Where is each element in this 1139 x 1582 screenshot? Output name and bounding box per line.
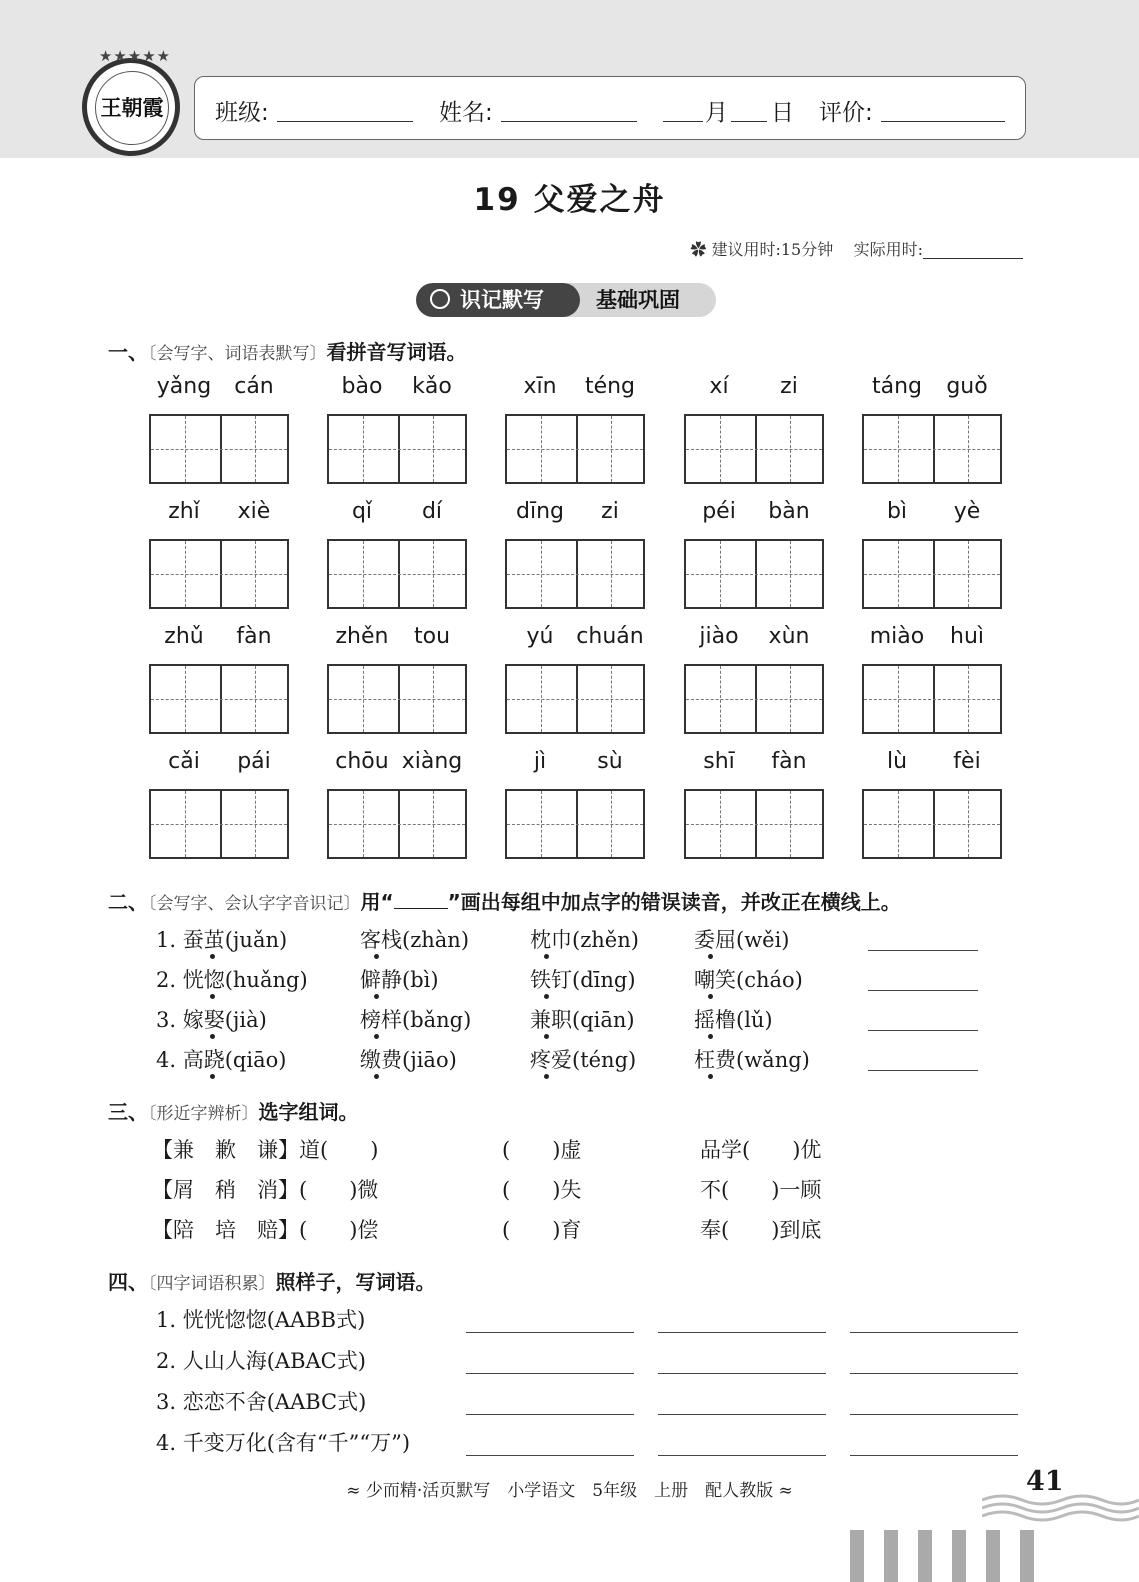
writing-grid[interactable] (862, 539, 1002, 609)
medal-icon (430, 289, 450, 309)
answer-line[interactable] (658, 1455, 826, 1456)
emphasis-dot (210, 994, 215, 999)
emphasis-dot (210, 1034, 215, 1039)
pronunciation-item: 2. 恍惚(huǎng) (156, 968, 308, 992)
month-field[interactable] (663, 121, 703, 122)
idiom-example: 4. 千变万化(含有“千”“万”) (156, 1431, 411, 1455)
pinyin-label: téng (584, 374, 636, 399)
suggested-time: 建议用时:15分钟 (711, 240, 834, 259)
pinyin-label: zi (601, 499, 619, 524)
writing-grid[interactable] (505, 664, 645, 734)
emphasis-dot (544, 994, 549, 999)
edge-bar (986, 1530, 1000, 1582)
emphasis-dot (210, 1074, 215, 1079)
pronunciation-item: 枕巾(zhěn) (530, 928, 639, 952)
emphasis-dot (708, 1074, 713, 1079)
pronunciation-item: 委屈(wěi) (694, 928, 790, 952)
pinyin-label: jì (533, 749, 547, 774)
idiom-example: 1. 恍恍惚惚(AABB式) (156, 1308, 366, 1332)
edge-bar (884, 1530, 898, 1582)
brand-logo (82, 47, 180, 156)
eval-field[interactable] (881, 121, 1005, 122)
page-number: 41 (1026, 1466, 1064, 1497)
section4-instruction: 照样子，写词语。 (275, 1270, 436, 1294)
pronunciation-item: 1. 蚕茧(juǎn) (156, 928, 288, 952)
edge-bar (918, 1530, 932, 1582)
pinyin-label: zhǔ (164, 624, 204, 649)
pinyin-label: péi (702, 499, 736, 524)
pinyin-label: yǎng (156, 374, 212, 399)
writing-grid[interactable] (327, 789, 467, 859)
pinyin-label: lù (886, 749, 908, 774)
pinyin-label: shī (703, 749, 735, 774)
section2-num: 二、 (108, 890, 148, 914)
answer-line[interactable] (850, 1373, 1018, 1374)
word-choice-item[interactable]: 【屑 稍 消】( )微 (152, 1178, 379, 1202)
emphasis-dot (210, 954, 215, 959)
pinyin-label: jiào (699, 624, 739, 649)
pinyin-label: tou (413, 624, 451, 649)
emphasis-dot (708, 1034, 713, 1039)
section1-heading (108, 336, 467, 365)
section2-tag: 〔会写字、会认字字音识记〕 (148, 894, 361, 914)
pronunciation-item: 枉费(wǎng) (694, 1048, 810, 1072)
section2-instruction-b: ”画出每组中加点字的错误读音，并改正在横线上。 (447, 890, 901, 914)
answer-line[interactable] (658, 1414, 826, 1415)
pronunciation-item: 僻静(bì) (360, 968, 439, 992)
lesson-title: 19 父爱之舟 (473, 182, 666, 218)
pronunciation-item: 嘲笑(cháo) (694, 968, 803, 992)
pinyin-label: xí (709, 374, 729, 399)
section3-heading (108, 1096, 359, 1125)
answer-line[interactable] (466, 1332, 634, 1333)
writing-grid[interactable] (684, 539, 824, 609)
answer-line[interactable] (850, 1455, 1018, 1456)
emphasis-dot (708, 954, 713, 959)
pronunciation-item: 缴费(jiāo) (360, 1048, 457, 1072)
class-label: 班级: (215, 100, 269, 126)
month-label: 月 (705, 100, 728, 126)
banner-right: 基础巩固 (566, 283, 716, 317)
actual-time-label: 实际用时: (853, 240, 923, 259)
pinyin-label: xiè (237, 499, 271, 524)
section3-num: 三、 (108, 1100, 148, 1124)
writing-grid[interactable] (505, 789, 645, 859)
word-choice-item[interactable]: ( )育 (502, 1218, 582, 1242)
pinyin-label: zhěn (335, 624, 389, 649)
pinyin-label: bàn (768, 499, 810, 524)
answer-line[interactable] (466, 1414, 634, 1415)
word-choice-item[interactable]: ( )虚 (502, 1138, 582, 1162)
banner-left: 识记默写 (416, 283, 580, 317)
pinyin-label: táng (871, 374, 922, 399)
class-field[interactable] (277, 121, 413, 122)
writing-grid[interactable] (149, 789, 289, 859)
answer-line[interactable] (850, 1332, 1018, 1333)
name-field[interactable] (501, 121, 637, 122)
pinyin-label: fàn (236, 624, 272, 649)
section3-instruction: 选字组词。 (258, 1100, 359, 1124)
pronunciation-item: 疼爱(téng) (530, 1048, 637, 1072)
pinyin-label: xiàng (401, 749, 463, 774)
writing-grid[interactable] (149, 664, 289, 734)
answer-line[interactable] (868, 950, 978, 951)
pronunciation-item: 榜样(bǎng) (360, 1008, 472, 1032)
answer-line[interactable] (868, 990, 978, 991)
pinyin-label: zhǐ (168, 499, 200, 524)
writing-grid[interactable] (505, 414, 645, 484)
answer-line[interactable] (850, 1414, 1018, 1415)
time-info (690, 237, 1023, 260)
writing-grid[interactable] (149, 539, 289, 609)
pinyin-label: bào (341, 374, 383, 399)
answer-line[interactable] (658, 1373, 826, 1374)
pinyin-label: xùn (768, 624, 810, 649)
pinyin-label: sù (597, 749, 623, 774)
section4-heading (108, 1266, 436, 1295)
idiom-example: 3. 恋恋不舍(AABC式) (156, 1390, 367, 1414)
pinyin-label: yè (953, 499, 981, 524)
pinyin-label: chōu (335, 749, 389, 774)
pronunciation-item: 兼职(qiān) (530, 1008, 635, 1032)
footer-text: ≈ 少而精·活页默写 小学语文 5年级 上册 配人教版 ≈ (346, 1481, 793, 1501)
day-field[interactable] (731, 121, 767, 122)
pinyin-label: chuán (576, 624, 644, 649)
wave-decoration (982, 1488, 1139, 1522)
answer-line[interactable] (868, 1070, 978, 1071)
section2-instruction-a: 用“ (360, 890, 394, 914)
pinyin-label: guǒ (946, 374, 988, 399)
star-icon: ★★★★★ (98, 47, 172, 65)
word-choice-item[interactable]: 奉( )到底 (700, 1218, 822, 1242)
emphasis-dot (374, 994, 379, 999)
pinyin-label: xīn (523, 374, 557, 399)
pinyin-label: bì (886, 499, 908, 524)
answer-line[interactable] (658, 1332, 826, 1333)
student-info-box (194, 76, 1026, 140)
edge-bar (1020, 1530, 1034, 1582)
eval-label: 评价: (819, 100, 873, 126)
section3-tag: 〔形近字辨析〕 (148, 1104, 259, 1124)
pinyin-label: cán (234, 374, 274, 399)
pinyin-label: miào (869, 624, 925, 649)
word-choice-item[interactable]: 【兼 歉 谦】道( ) (152, 1138, 379, 1162)
section4-num: 四、 (108, 1270, 148, 1294)
writing-grid[interactable] (862, 664, 1002, 734)
writing-grid[interactable] (684, 414, 824, 484)
name-label: 姓名: (439, 100, 493, 126)
answer-line[interactable] (466, 1373, 634, 1374)
section1-instruction: 看拼音写词语。 (326, 340, 467, 364)
pinyin-label: yú (526, 624, 554, 649)
actual-time-field[interactable] (923, 258, 1023, 259)
pinyin-label: qǐ (351, 499, 373, 524)
gear-icon: ✿ (690, 240, 707, 259)
section2-heading (108, 886, 901, 915)
idiom-example: 2. 人山人海(ABAC式) (156, 1349, 366, 1373)
pronunciation-item: 4. 高跷(qiāo) (156, 1048, 287, 1072)
pinyin-label: zi (780, 374, 798, 399)
answer-line[interactable] (466, 1455, 634, 1456)
emphasis-dot (374, 1074, 379, 1079)
pronunciation-item: 铁钉(dīng) (530, 968, 636, 992)
emphasis-dot (544, 1074, 549, 1079)
emphasis-dot (708, 994, 713, 999)
pinyin-label: kǎo (412, 374, 452, 399)
pinyin-label: fèi (953, 749, 981, 774)
pinyin-label: dīng (516, 499, 564, 524)
emphasis-dot (374, 1034, 379, 1039)
word-choice-item[interactable]: 品学( )优 (700, 1138, 822, 1162)
pinyin-label: huì (950, 624, 984, 649)
writing-grid[interactable] (327, 539, 467, 609)
section4-tag: 〔四字词语积累〕 (148, 1274, 276, 1294)
writing-grid[interactable] (684, 789, 824, 859)
word-choice-item[interactable]: 【陪 培 赔】( )偿 (152, 1218, 379, 1242)
underline-sample (394, 890, 448, 909)
writing-grid[interactable] (327, 414, 467, 484)
edge-bar (952, 1530, 966, 1582)
pronunciation-item: 客栈(zhàn) (360, 928, 470, 952)
answer-line[interactable] (868, 1030, 978, 1031)
logo-text: 王朝霞 (95, 71, 169, 145)
writing-grid[interactable] (862, 414, 1002, 484)
section1-tag: 〔会写字、词语表默写〕 (148, 344, 327, 364)
pinyin-label: dí (421, 499, 443, 524)
writing-grid[interactable] (684, 664, 824, 734)
pinyin-label: pái (237, 749, 271, 774)
emphasis-dot (544, 1034, 549, 1039)
writing-grid[interactable] (149, 414, 289, 484)
pinyin-label: cǎi (168, 749, 200, 774)
section1-num: 一、 (108, 340, 148, 364)
word-choice-item[interactable]: ( )失 (502, 1178, 582, 1202)
pronunciation-item: 3. 嫁娶(jià) (156, 1008, 267, 1032)
writing-grid[interactable] (505, 539, 645, 609)
edge-bar (850, 1530, 864, 1582)
word-choice-item[interactable]: 不( )一顾 (700, 1178, 822, 1202)
day-label: 日 (771, 100, 794, 126)
pronunciation-item: 摇橹(lǔ) (694, 1008, 773, 1032)
emphasis-dot (544, 954, 549, 959)
emphasis-dot (374, 954, 379, 959)
pinyin-label: fàn (771, 749, 807, 774)
writing-grid[interactable] (327, 664, 467, 734)
writing-grid[interactable] (862, 789, 1002, 859)
